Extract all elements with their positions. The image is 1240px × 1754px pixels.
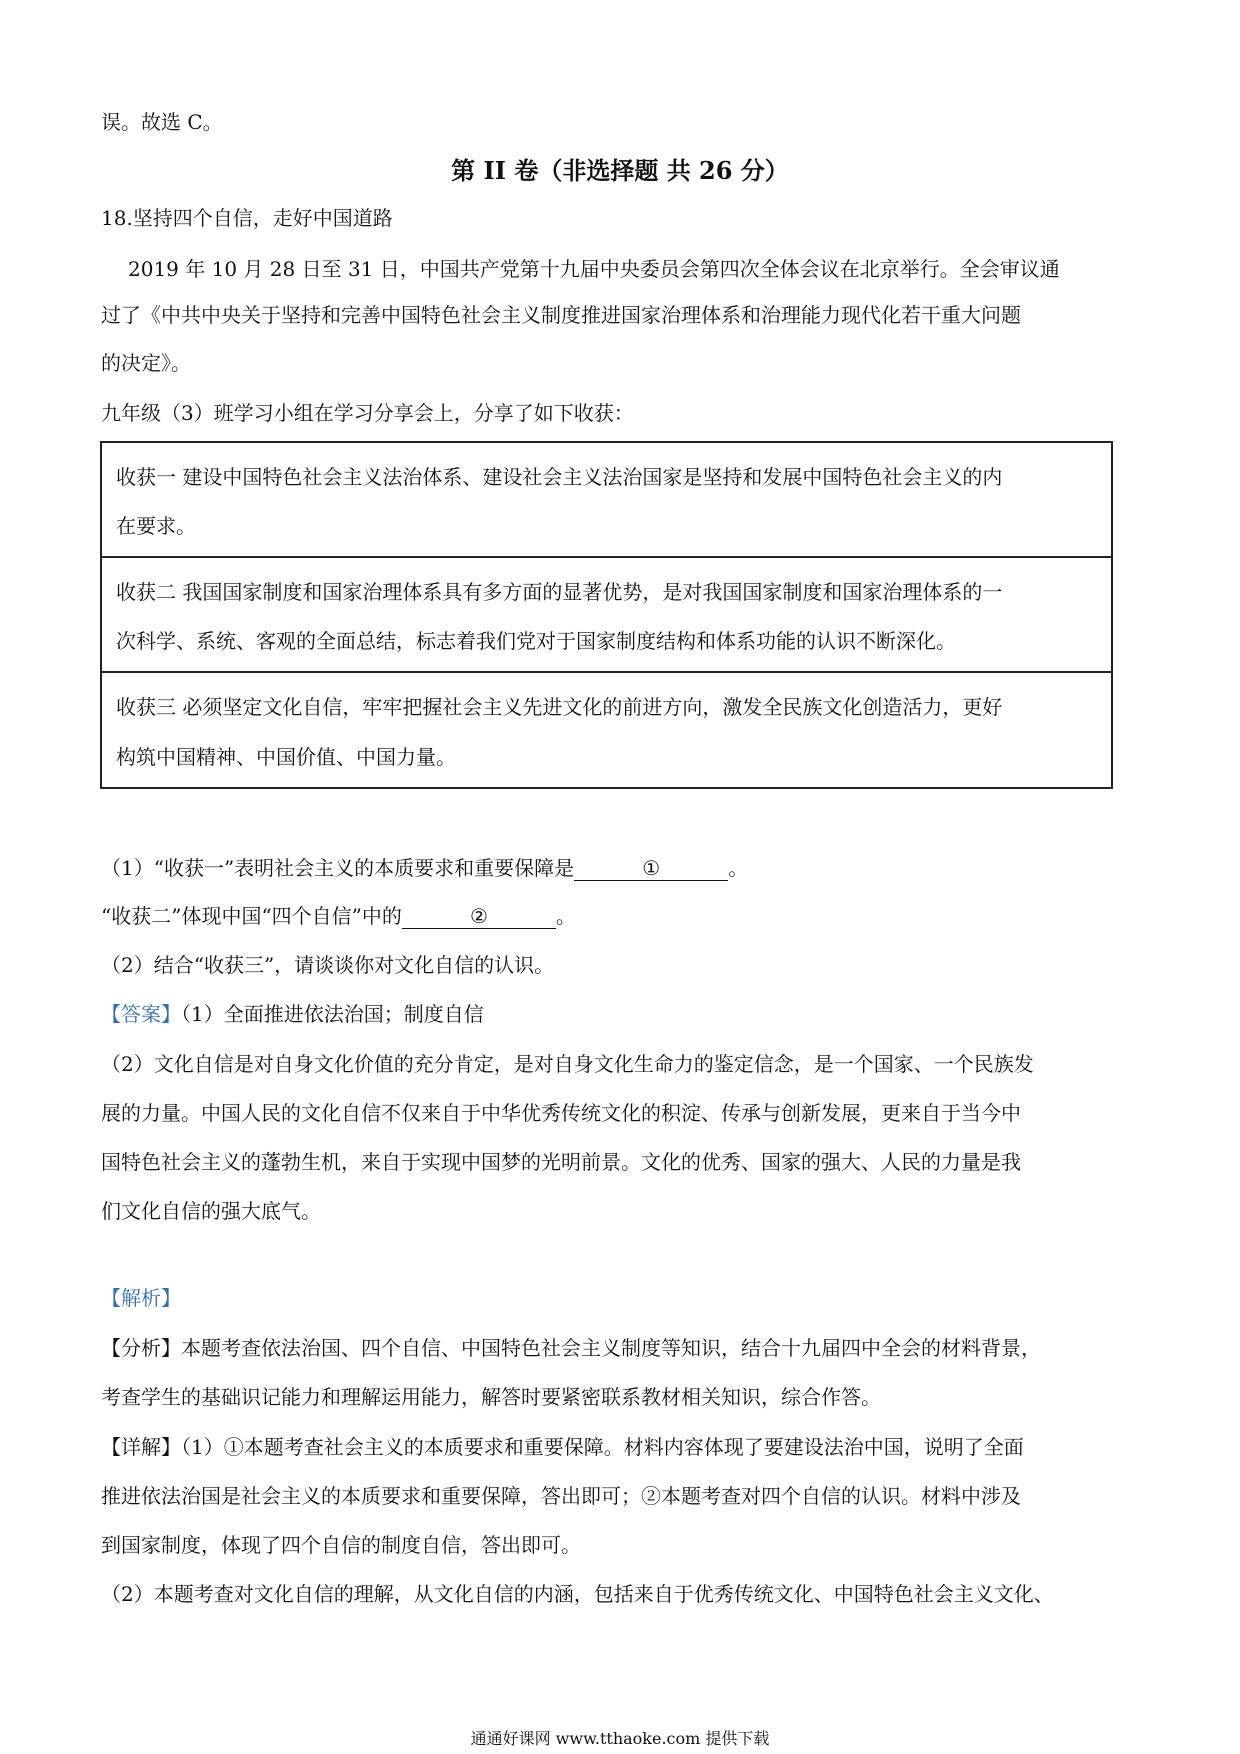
gain-box-1	[100, 441, 1113, 558]
question-1b-end: 。	[555, 904, 576, 928]
analysis-xiangjie-line-2: 推进依法治国是社会主义的本质要求和重要保障，答出即可；②本题考查对四个自信的认识。材料中涉及	[101, 1484, 1021, 1508]
gain-2-line-2: 次科学、系统、客观的全面总结，标志着我们党对于国家制度结构和体系功能的认识不断深化。	[116, 629, 956, 653]
answer-part-1: （1）全面推进依法治国；制度自信	[181, 1002, 484, 1026]
analysis-fenxi-line-2: 考查学生的基础识记能力和理解运用能力，解答时要紧密联系教材相关知识，综合作答。	[101, 1385, 881, 1409]
analysis-xiangjie-line-4: （2）本题考查对文化自信的理解，从文化自信的内涵，包括来自于优秀传统文化、中国特色社会主义文化、	[101, 1582, 1054, 1606]
gain-box-2	[100, 556, 1113, 673]
material-line-3: 的决定》。	[101, 351, 191, 375]
gain-box-3	[100, 671, 1113, 789]
gain-2-line-1: 收获二 我国国家制度和国家治理体系具有多方面的显著优势，是对我国国家制度和国家治理体系的一	[116, 580, 1003, 604]
answer-label: 【答案】	[101, 1002, 181, 1026]
analysis-xiangjie-line-1: 【详解】（1）①本题考查社会主义的本质要求和重要保障。材料内容体现了要建设法治中国，说明了全面	[101, 1435, 1024, 1459]
answer-para-line-3: 国特色社会主义的蓬勃生机，来自于实现中国梦的光明前景。文化的优秀、国家的强大、人民的力量是我	[101, 1150, 1021, 1174]
gain-1-line-2: 在要求。	[116, 514, 196, 538]
answer-para-line-1: （2）文化自信是对自身文化价值的充分肯定，是对自身文化生命力的鉴定信念，是一个国家、一个民族发	[101, 1052, 1034, 1076]
analysis-label: 【解析】	[101, 1286, 181, 1310]
question-2: （2）结合“收获三”，请谈谈你对文化自信的认识。	[101, 953, 555, 977]
question-heading: 18.坚持四个自信，走好中国道路	[101, 206, 393, 230]
answer-line-1	[101, 1002, 484, 1026]
page-footer: 通通好课网 www.tthaoke.com 提供下载	[470, 1729, 770, 1748]
gain-3-line-1: 收获三 必须坚定文化自信，牢牢把握社会主义先进文化的前进方向，激发全民族文化创造活力，更好	[116, 695, 1003, 719]
question-1a-text: （1）“收获一”表明社会主义的本质要求和重要保障是	[101, 856, 575, 880]
question-1a-end: 。	[728, 856, 749, 880]
answer-para-line-2: 展的力量。中国人民的文化自信不仅来自于中华优秀传统文化的积淀、传承与创新发展，更来自于当今中	[101, 1101, 1021, 1125]
answer-blank-2: ②	[402, 904, 556, 929]
intro-line: 误。故选 C。	[101, 110, 223, 134]
section-title: 第 II 卷（非选择题 共 26 分）	[451, 156, 789, 185]
material-line-1: 2019 年 10 月 28 日至 31 日，中国共产党第十九届中央委员会第四次全体会议在北京举行。全会审议通	[128, 257, 1060, 281]
question-1b-text: “收获二”体现中国“四个自信”中的	[101, 904, 402, 928]
answer-blank-1: ①	[574, 856, 728, 881]
material-line-2: 过了《中共中央关于坚持和完善中国特色社会主义制度推进国家治理体系和治理能力现代化若干重大问题	[101, 303, 1021, 327]
gain-3-line-2: 构筑中国精神、中国价值、中国力量。	[116, 745, 456, 769]
answer-para-line-4: 们文化自信的强大底气。	[101, 1199, 321, 1223]
question-1a	[101, 856, 748, 881]
gain-1-line-1: 收获一 建设中国特色社会主义法治体系、建设社会主义法治国家是坚持和发展中国特色社会主义的内	[116, 465, 1003, 489]
question-1b	[101, 904, 576, 929]
analysis-xiangjie-line-3: 到国家制度，体现了四个自信的制度自信，答出即可。	[101, 1533, 581, 1557]
share-intro: 九年级（3）班学习小组在学习分享会上，分享了如下收获：	[101, 401, 634, 425]
analysis-fenxi-line-1: 【分析】本题考查依法治国、四个自信、中国特色社会主义制度等知识，结合十九届四中全会的材料背景，	[101, 1336, 1041, 1360]
